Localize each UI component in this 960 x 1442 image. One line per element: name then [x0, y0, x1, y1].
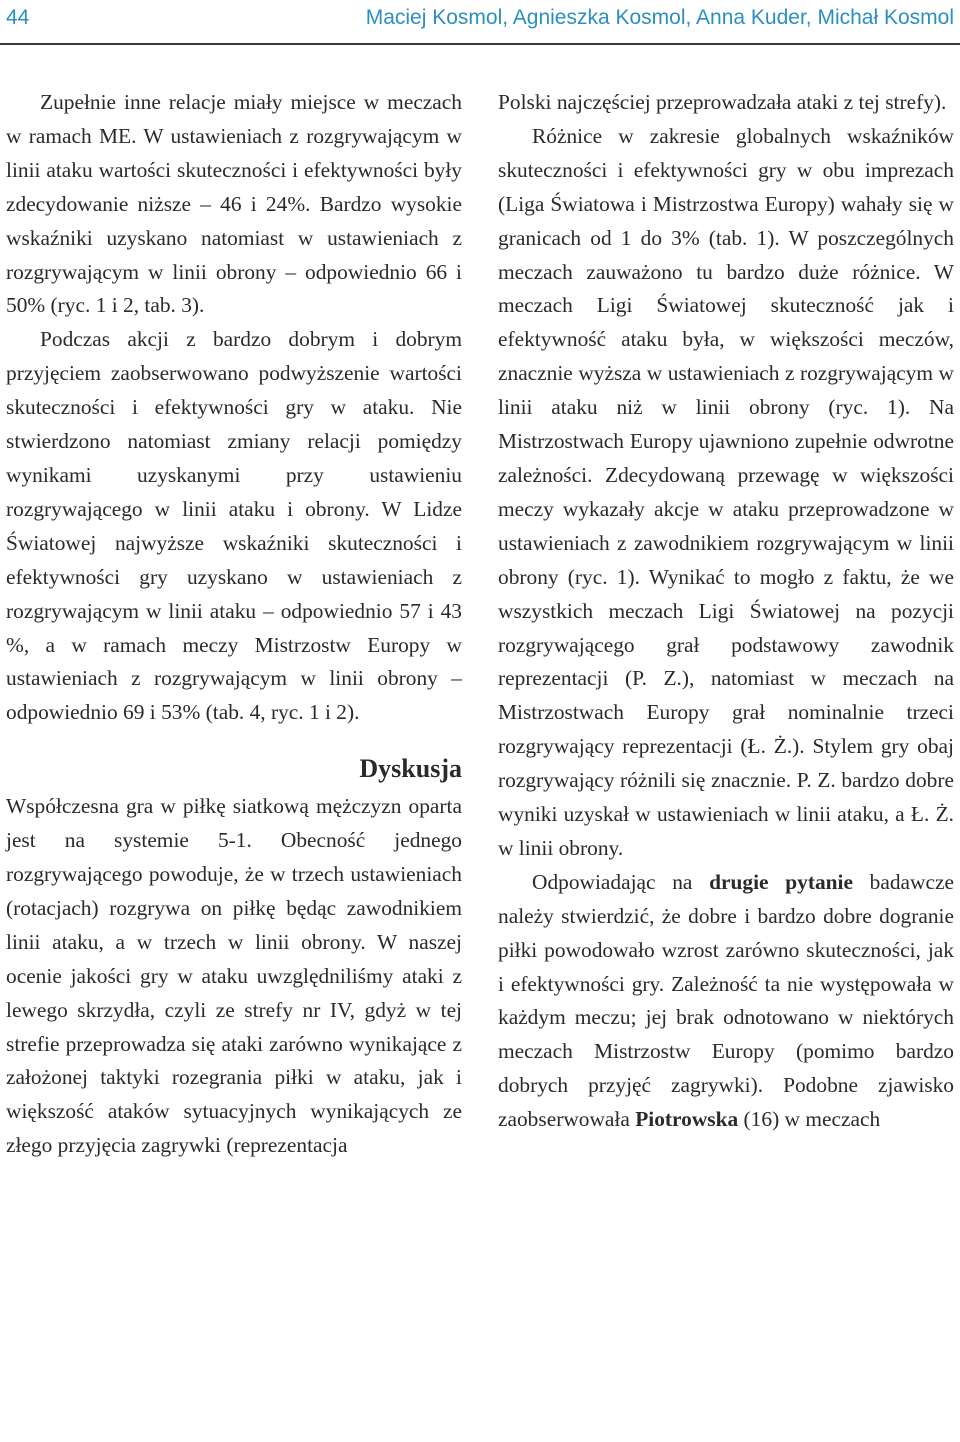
- text-run: (16) w meczach: [738, 1107, 881, 1132]
- right-column: [498, 86, 954, 1137]
- emphasis-bold: drugie pytanie: [709, 869, 853, 894]
- running-head-authors: Maciej Kosmol, Agnieszka Kosmol, Anna Kuder, Michał Kosmol: [365, 6, 954, 29]
- page-header: [0, 0, 960, 46]
- paragraph: [498, 866, 954, 1137]
- header-rule: [0, 43, 960, 45]
- paragraph: Podczas akcji z bardzo dobrym i dobrym przyjęciem zaobserwowano podwyższenie wartości skuteczności i efektywności gry w ataku. Nie stwierdzono natomiast zmiany relacji pomiędzy wynikami uzyskanymi przy ustawieniu rozgrywającego w linii ataku i obrony. W Lidze Światowej najwyższe wskaźniki skuteczności i efektywności gry uzyskano w ustawieniach z rozgrywającym w linii ataku – odpowiednio 57 i 43 %, a w ramach meczy Mistrzostw Europy w ustawieniach z rozgrywającym w linii obrony – odpowiednio 69 i 53% (tab. 4, ryc. 1 i 2).: [6, 327, 462, 725]
- section-heading: Dyskusja: [359, 754, 462, 784]
- page-number: 44: [6, 6, 30, 29]
- paragraph: Zupełnie inne relacje miały miejsce w meczach w ramach ME. W ustawieniach z rozgrywającym w linii ataku wartości skuteczności i efektywności były zdecydowanie niższe – 46 i 24%. Bardzo wysokie wskaźniki uzyskano natomiast w ustawieniach z rozgrywającym w linii obrony – odpowiednio 66 i 50% (ryc. 1 i 2, tab. 3).: [6, 90, 462, 318]
- paragraph: Współczesna gra w piłkę siatkową mężczyzn oparta jest na systemie 5-1. Obecność jednego rozgrywającego powoduje, że w trzech ustawieniach (rotacjach) rozgrywa on piłkę będąc zawodnikiem linii ataku, a w trzech w linii obrony. W naszej ocenie jakości gry w ataku uwzględniliśmy ataki z lewego skrzydła, czyli ze strefy nr IV, gdyż w tej strefie przeprowadza się ataki zarówno wynikające z założonej taktyki rozegrania piłki w ataku, jak i większość ataków sytuacyjnych wynikających ze złego przyjęcia zagrywki (reprezentacja: [6, 794, 462, 1158]
- left-column: [6, 86, 462, 1163]
- author-citation: Piotrowska: [635, 1107, 739, 1132]
- text-run: Odpowiadając na: [532, 869, 710, 894]
- paragraph: Polski najczęściej przeprowadzała ataki z tej strefy).: [498, 90, 947, 114]
- paragraph: Różnice w zakresie globalnych wskaźników skuteczności i efektywności gry w obu imprezach (Liga Światowa i Mistrzostwa Europy) wahały się w granicach od 1 do 3% (tab. 1). W poszczególnych meczach zauważono tu bardzo duże różnice. W meczach Ligi Światowej skuteczność jak i efektywność ataku była, w większości meczów, znacznie wyższa w ustawieniach z rozgrywającym w linii ataku niż w linii obrony (ryc. 1). Na Mistrzostwach Europy ujawniono zupełnie odwrotne zależności. Zdecydowaną przewagę w większości meczy wykazały akcje w ataku przeprowadzone w ustawieniach z zawodnikiem rozgrywającym w linii obrony (ryc. 1). Wynikać to mogło z faktu, że we wszystkich meczach Ligi Światowej na pozycji rozgrywającego grał podstawowy zawodnik reprezentacji (P. Z.), natomiast w meczach na Mistrzostwach Europy grał nominalnie trzeci rozgrywający reprezentacji (Ł. Ż.). Stylem gry obaj rozgrywający różnili się znacznie. P. Z. bardzo dobre wyniki uzyskał w ustawieniach w linii ataku, a Ł. Ż. w linii obrony.: [498, 123, 954, 860]
- text-run: badawcze należy stwierdzić, że dobre i bardzo dobre dogranie piłki powodowało wzrost zarówno skuteczności, jak i efektywności gry. Zależność ta nie występowała w każdym meczu; jej brak odnotowano w niektórych meczach Mistrzostw Europy (pomimo bardzo dobrych przyjęć zagrywki). Podobne zjawisko zaobserwowała: [498, 869, 954, 1132]
